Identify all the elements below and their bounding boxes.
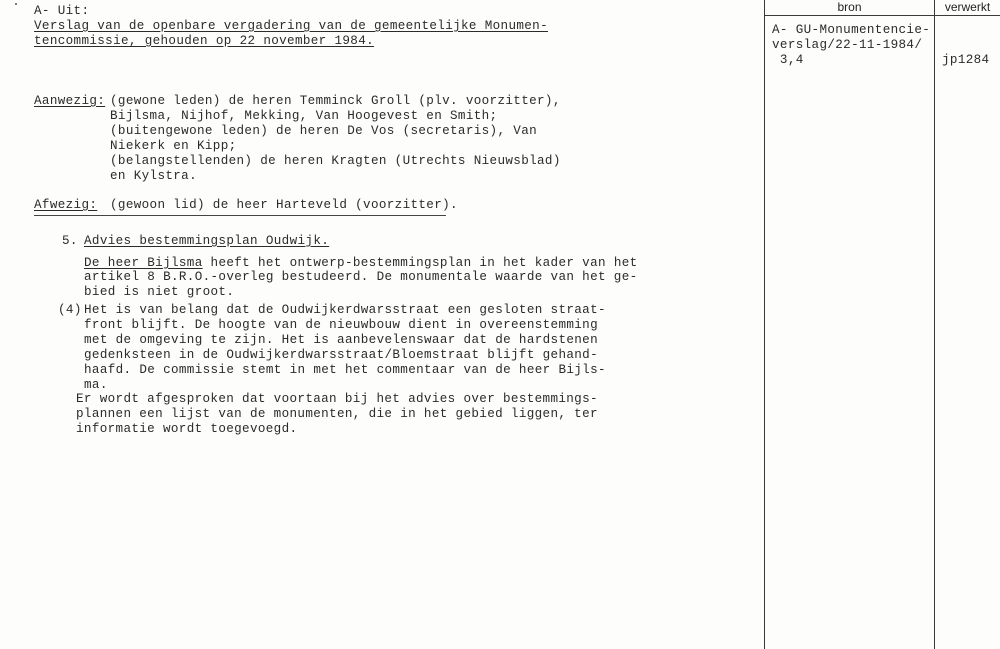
paragraph-2-line: met de omgeving te zijn. Het is aanbevelenswaar dat de hardstenen [84, 333, 598, 347]
paragraph-2-line: plannen een lijst van de monumenten, die in het gebied liggen, ter [76, 407, 598, 421]
bron-entry-line: A- GU-Monumentencie- [772, 23, 931, 37]
absent-text: (gewoon lid) de heer Harteveld (voorzitter). [110, 198, 458, 212]
separator-rule [34, 215, 446, 216]
paragraph-2-line: ma. [84, 378, 108, 392]
present-line: (buitengewone leden) de heren De Vos (secretaris), Van [110, 124, 538, 138]
item-heading: Advies bestemmingsplan Oudwijk. [84, 234, 330, 248]
bron-entry-line: 3,4 [772, 53, 804, 67]
paragraph-1-line: bied is niet groot. [84, 285, 235, 299]
present-line: (belangstellenden) de heren Kragten (Utrechts Nieuwsblad) [110, 154, 561, 168]
present-line: en Kylstra. [110, 169, 197, 183]
margin-mark: (4) [58, 303, 82, 317]
absent-label: Afwezig: [34, 198, 98, 212]
present-line: Bijlsma, Nijhof, Mekking, Van Hoogevest en Smith; [110, 109, 498, 123]
paragraph-2-line: Er wordt afgesproken dat voortaan bij het advies over bestemmings- [76, 392, 598, 406]
paragraph-2-line: front blijft. De hoogte van de nieuwbouw dient in overeenstemming [84, 318, 598, 332]
report-title-line1: Verslag van de openbare vergadering van de gemeentelijke Monumen- [34, 19, 548, 33]
paragraph-1-line: artikel 8 B.R.O.-overleg bestudeerd. De monumentale waarde van het ge- [84, 270, 638, 284]
item-number: 5. [62, 234, 78, 248]
present-line: (gewone leden) de heren Temminck Groll (plv. voorzitter), [110, 94, 561, 108]
speaker-name: De heer Bijlsma [84, 256, 203, 270]
paragraph-2-line: gedenksteen in de Oudwijkerdwarsstraat/Bloemstraat blijft gehand- [84, 348, 598, 362]
stray-mark [15, 3, 17, 5]
bron-column-header: bron [837, 0, 862, 14]
source-prefix: A- Uit: [34, 4, 90, 18]
paragraph-2-line: informatie wordt toegevoegd. [76, 422, 298, 436]
column-header-rule [764, 15, 1000, 16]
verwerkt-entry: jp1284 [942, 53, 990, 67]
report-title-line2: tencommissie, gehouden op 22 november 1984. [34, 34, 375, 48]
column-rule-left [764, 0, 765, 649]
bron-entry-line: verslag/22-11-1984/ [772, 38, 923, 52]
paragraph-1-text: heeft het ontwerp-bestemmingsplan in het kader van het [202, 256, 638, 270]
verwerkt-column-header: verwerkt [944, 0, 991, 14]
paragraph-2-line: Het is van belang dat de Oudwijkerdwarsstraat een gesloten straat- [84, 303, 606, 317]
column-rule-middle [934, 0, 935, 649]
present-label: Aanwezig: [34, 94, 106, 108]
paragraph-2-line: haafd. De commissie stemt in met het commentaar van de heer Bijls- [84, 363, 606, 377]
present-line: Niekerk en Kipp; [110, 139, 237, 153]
